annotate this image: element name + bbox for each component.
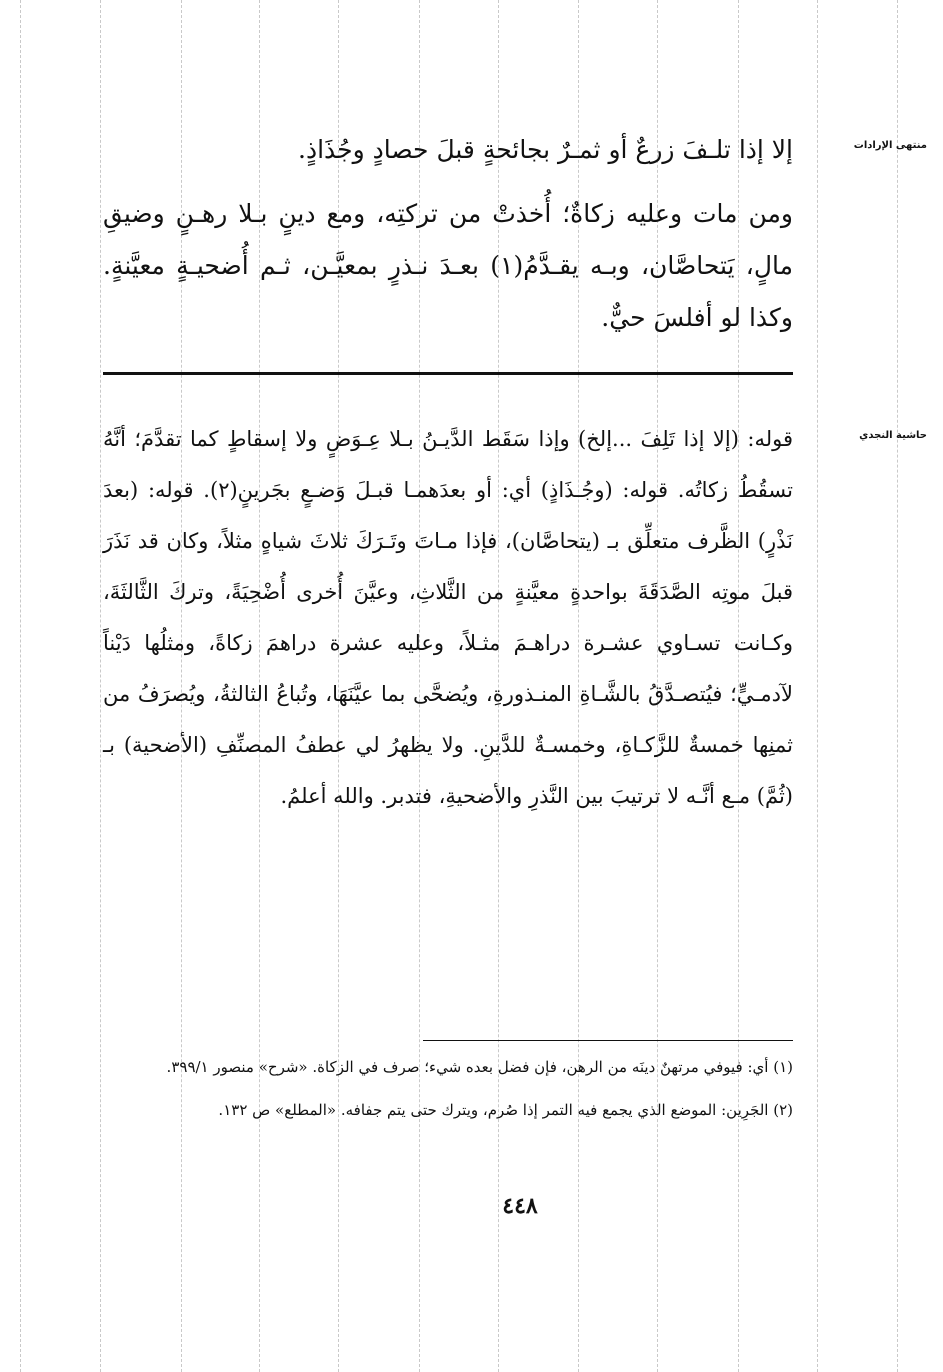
hashiya-text	[103, 414, 793, 822]
scan-grid-line	[100, 0, 101, 1372]
scan-grid-line	[20, 0, 21, 1372]
scan-grid-line	[817, 0, 818, 1372]
matn-text	[103, 124, 793, 344]
footnotes	[103, 1052, 793, 1126]
section-divider	[103, 372, 793, 375]
margin-label-hashiya: حاشية النجدي	[859, 430, 927, 441]
footnote: (٢) الجَرِين: الموضع الذي يجمع فيه التمر إذا صُرم، ويترك حتى يتم جفافه. «المطلع» ص ١٣٢.	[218, 1101, 793, 1119]
scan-grid-line	[897, 0, 898, 1372]
footnote-divider	[423, 1040, 793, 1041]
matn-paragraph: إلا إذا تلـفَ زرعٌ أو ثمـرٌ بجائحةٍ قبلَ حصادٍ وجُذَاذٍ.	[298, 135, 793, 164]
footnote: (١) أي: فيوفي مرتهنٌ دينَه من الرهن، فإن فضل بعده شيء؛ صرف في الزكاة. «شرح» منصور ٣٩٩/١.	[166, 1058, 793, 1076]
page-number: ٤٤٨	[502, 1193, 538, 1219]
matn-paragraph: ومن مات وعليه زكاةٌ؛ أُخذتْ من تركتِه، ومع دينٍ بـلا رهـنٍ وضيقِ مالٍ، يَتحاصَّان، وبـه يقـدَّمُ(١) بعـدَ نـذرٍ بمعيَّـن، ثـم أُضحيـةٍ معيَّنةٍ. وكذا لو أفلسَ حيٌّ.	[103, 199, 794, 332]
hashiya-paragraph: قوله: (إلا إذا تَلِفَ ...إلخ) وإذا سَقَط الدَّيـنُ بـلا عِـوَضٍ ولا إسقاطٍ كما تقدَّمَ؛ أنَّهُ تسقُطُ زكاتُه. قوله: (وجُـذَاذٍ) أي: أو بعدَهمـا قبـلَ وَضـعٍ بجَرينٍ(٢). قوله: (بعدَ نَذْرٍ) الظَّرف متعلِّق بـ (يتحاصَّان)، فإذا مـاتَ وتَـرَكَ ثلاثَ شياهٍ مثلاً، وكان قد نَذَرَ قبلَ موتِه الصَّدَقَةَ بواحدةٍ معيَّنةٍ من الثَّلاثِ، وعيَّنَ أُخرى أُضْحِيَةً، وتركَ الثَّالثَةَ، وكـانت تسـاوي عشـرة دراهـمَ مثـلاً، وعليه عشرة دراهمَ زكاةً، ومثلُها دَيْناً لآدمـيٍّ؛ فيُتصـدَّقُ بالشَّـاةِ المنـذورةِ، ويُضحَّى بما عيَّنَهَا، وتُباعُ الثالثةُ، ويُصرَفُ من ثمنِها خمسةٌ للزَّكـاةِ، وخمسـةٌ للدَّينِ. ولا يظهرُ لي عطفُ المصنِّفِ (الأضحية) بـ (ثُمَّ) مـع أنَّـه لا ترتيبَ بين النَّذرِ والأضحيةِ، فتدبر. والله أعلمُ.	[103, 427, 793, 808]
margin-label-matn: منتهى الإرادات	[853, 140, 927, 151]
